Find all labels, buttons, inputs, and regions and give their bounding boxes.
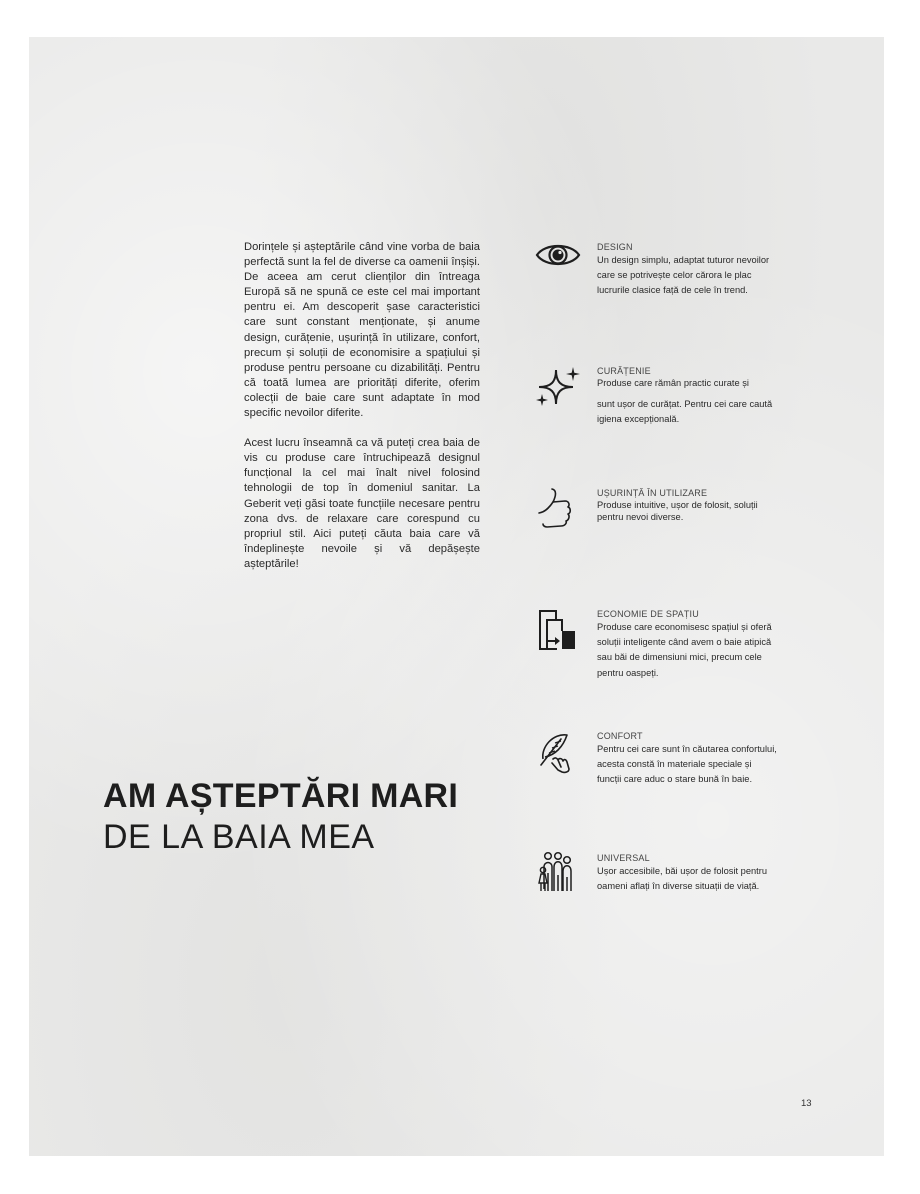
intro-text [244, 240, 480, 587]
feature-description-line-2: sunt ușor de curățat. Pentru cei care caută igiena excepțională. [597, 399, 773, 425]
feature-title: CONFORT [597, 731, 643, 741]
eye-icon [535, 240, 581, 286]
feature-title: DESIGN [597, 242, 633, 252]
feature-title: ECONOMIE DE SPAȚIU [597, 609, 699, 619]
page-number: 13 [801, 1098, 812, 1109]
feature-description: Pentru cei care sunt în căutarea confortului, acesta constă în materiale speciale și funcții care aduc o stare bună în baie. [597, 744, 777, 785]
feature-description: Ușor accesibile, băi ușor de folosit pentru oameni aflați în diverse situații de viață. [597, 866, 768, 892]
feature-description: Un design simplu, adaptat tuturor nevoilor care se potrivește celor cărora le plac lucrurile clasice față de cele în trend. [597, 255, 770, 296]
feature-description: Produse care economisesc spațiul și oferă soluții inteligente când avem o baie atipică sau băi de dimensiuni mici, precum cele pentru oaspeți. [597, 622, 772, 678]
page-headline [103, 776, 458, 858]
headline-line-2: DE LA BAIA MEA [103, 818, 375, 856]
feature-title: CURĂȚENIE [597, 366, 651, 376]
feather-hand-icon [535, 729, 581, 775]
feature-title: UȘURINȚĂ ÎN UTILIZARE [597, 488, 708, 498]
feature-title: UNIVERSAL [597, 853, 650, 863]
intro-paragraph-2: Acest lucru înseamnă ca vă puteți crea baia de vis cu produse care întruchipează designul funcțional la cel mai înalt nivel folosind tehnologii de top în domeniul sanitar. La Geberit veți găsi toate funcțiile necesare pentru zona dvs. de relaxare care corespund cu propriul stil. Aici puteți căuta baia care vă îndeplinește nevoile și vă depășește așteptările! [244, 437, 480, 570]
feature-description: Produse intuitive, ușor de folosit, soluții pentru nevoi diverse. [597, 500, 758, 522]
family-icon [535, 851, 581, 897]
feature-description-line-1: Produse care rămân practic curate și [597, 378, 749, 388]
thumbs-up-icon [535, 486, 581, 532]
space-saving-door-icon [535, 607, 581, 653]
intro-paragraph-1: Dorințele și așteptările când vine vorba de baia perfectă sunt la fel de diverse ca oamenii înșiși. De aceea am cerut clienților din întreaga Europă să ne spună ce este cel mai important pentru ei. Am descoperit șase caracteristici care sunt constant menționate, și anume design, curățenie, ușurință în utilizare, confort, precum și soluții de economisire a spațiului și produse pentru persoane cu dizabilități. Pentru că toată lumea are priorități diferite, oferim colecții de baie care sunt adaptate în mod specific nevoilor diferite. [244, 241, 480, 420]
brochure-page [29, 37, 884, 1156]
headline-line-1: AM AȘTEPTĂRI MARI [103, 777, 459, 815]
sparkle-icon [535, 364, 581, 410]
